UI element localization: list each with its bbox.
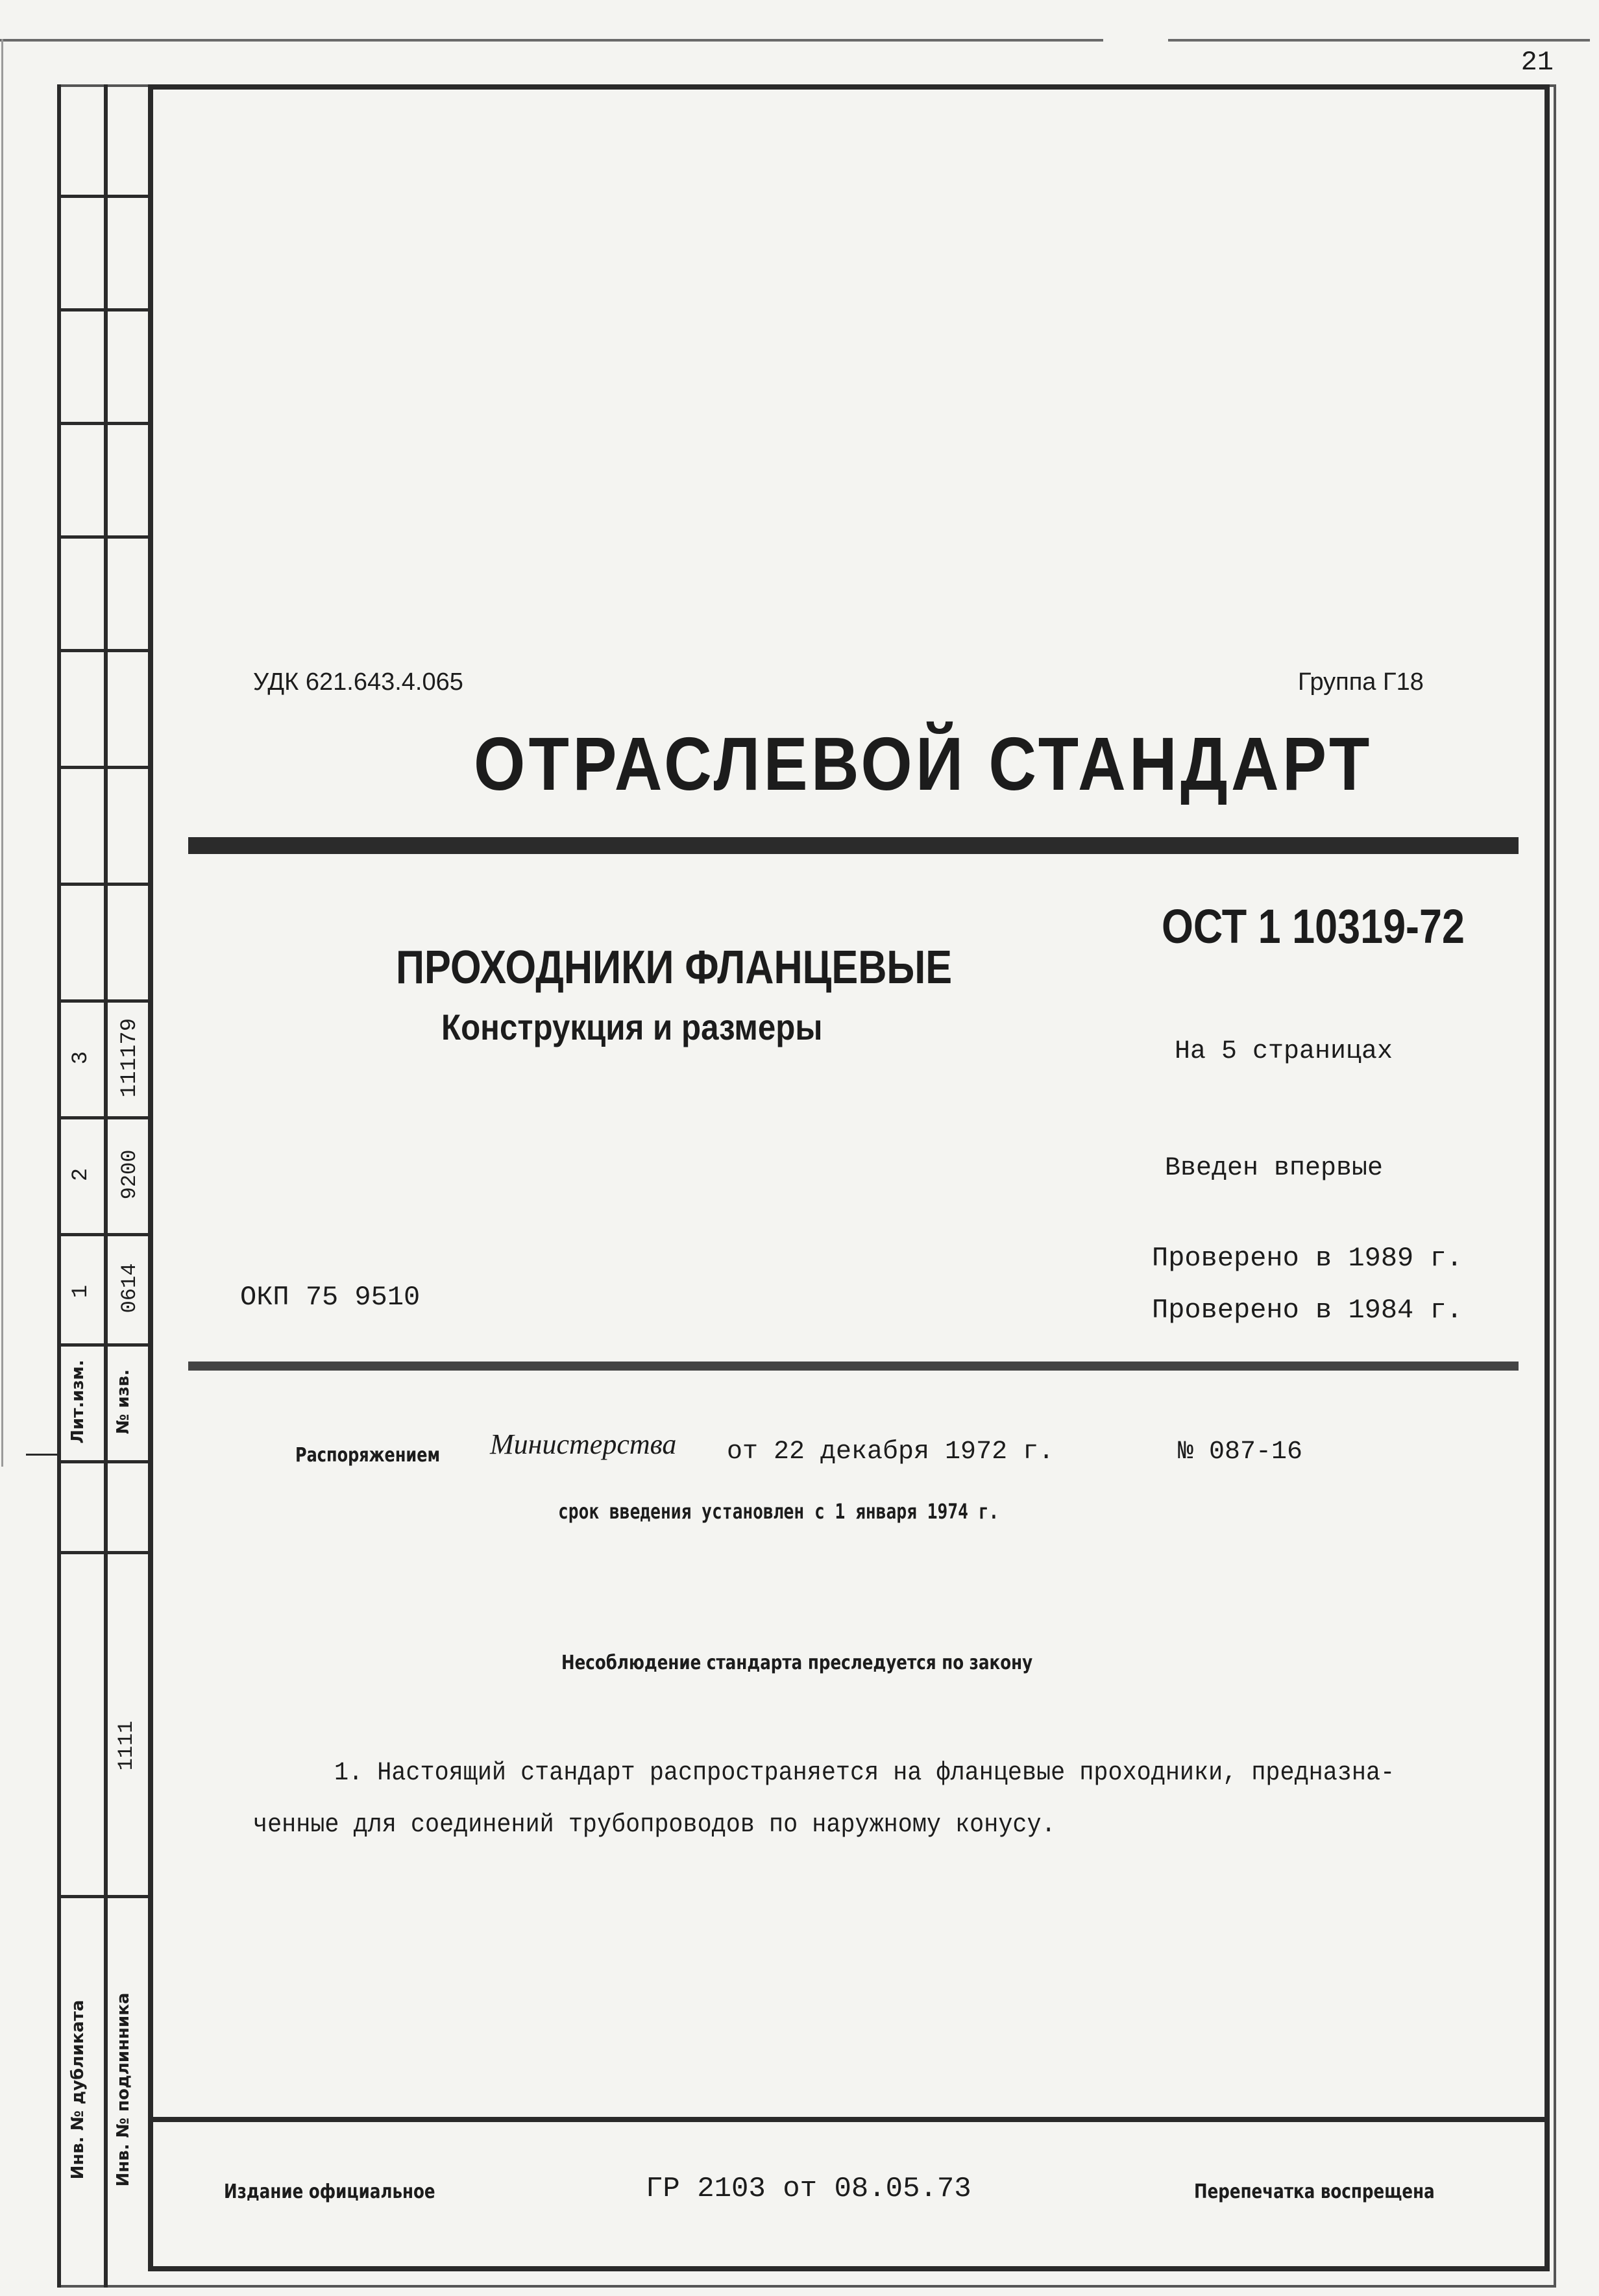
group-code: Группа Г18 [1298, 668, 1424, 696]
margin-tick [26, 1454, 61, 1456]
standard-code: ОСТ 1 10319-72 [1162, 899, 1465, 953]
order-date: от 22 декабря 1972 г. [727, 1437, 1055, 1467]
footer-rule [148, 2117, 1550, 2122]
introduced-note: Введен впервые [1165, 1154, 1384, 1183]
notice-number-3: 111179 [117, 1018, 142, 1098]
margin-row-line [57, 1551, 151, 1554]
checked-1984: Проверено в 1984 г. [1152, 1295, 1463, 1326]
change-number-2: 2 [69, 1167, 93, 1182]
document-title: ОТРАСЛЕВОЙ СТАНДАРТ [474, 722, 1373, 806]
page-number: 21 [1520, 47, 1554, 78]
legal-notice: Несоблюдение стандарта преследуется по закону [561, 1652, 1033, 1674]
footer-edition: Издание официальное [224, 2180, 435, 2203]
scan-top-line [1168, 39, 1590, 42]
udk-code: УДК 621.643.4.065 [253, 668, 463, 696]
notice-number-1: 0614 [117, 1263, 141, 1313]
order-prefix: Распоряжением [295, 1444, 441, 1467]
inventory-value: 1111 [114, 1720, 138, 1771]
margin-row-line [57, 1233, 151, 1236]
effective-date: срок введения установлен с 1 января 1974 г. [558, 1499, 999, 1524]
standard-name: ПРОХОДНИКИ ФЛАНЦЕВЫЕ [396, 942, 953, 994]
order-number: № 087-16 [1178, 1437, 1303, 1467]
margin-row-line [57, 1895, 151, 1898]
order-authority: Министерства [490, 1428, 677, 1460]
margin-row-line [57, 422, 151, 425]
margin-row-line [57, 649, 151, 652]
margin-row-line [57, 1343, 151, 1347]
margin-column-line [57, 84, 61, 2288]
margin-row-line [57, 308, 151, 311]
lit-change-label: Лит.изм. [68, 1360, 88, 1444]
notice-label: № изв. [114, 1369, 133, 1434]
okp-code: ОКП 75 9510 [240, 1282, 421, 1313]
margin-row-line [57, 1460, 151, 1463]
margin-row-line [57, 883, 151, 886]
inventory-original-label: Инв. № подлинника [114, 1992, 133, 2187]
body-line-1: 1. Настоящий стандарт распространяется на фланцевые проходники, предназна- [334, 1759, 1395, 1788]
standard-subtitle: Конструкция и размеры [441, 1007, 823, 1047]
margin-row-line [57, 535, 151, 539]
notice-number-2: 9200 [117, 1149, 141, 1200]
page-count: На 5 страницах [1175, 1037, 1393, 1066]
change-number-3: 3 [69, 1051, 93, 1065]
footer-reprint: Перепечатка воспрещена [1194, 2180, 1435, 2203]
change-number-1: 1 [69, 1284, 93, 1299]
margin-column-line [104, 84, 108, 2288]
scan-top-line [0, 39, 1103, 42]
checked-1989: Проверено в 1989 г. [1152, 1243, 1463, 1274]
margin-row-line [57, 195, 151, 198]
title-rule [188, 837, 1519, 854]
margin-row-line [57, 1116, 151, 1119]
footer-registration: ГР 2103 от 08.05.73 [646, 2173, 971, 2205]
body-line-2: ченные для соединений трубопроводов по наружному конусу. [253, 1811, 1056, 1840]
section-rule [188, 1362, 1519, 1371]
margin-row-line [57, 766, 151, 769]
scan-left-edge [1, 39, 3, 1467]
margin-row-line [57, 999, 151, 1003]
inventory-duplicate-label: Инв. № дубликата [68, 1999, 88, 2180]
